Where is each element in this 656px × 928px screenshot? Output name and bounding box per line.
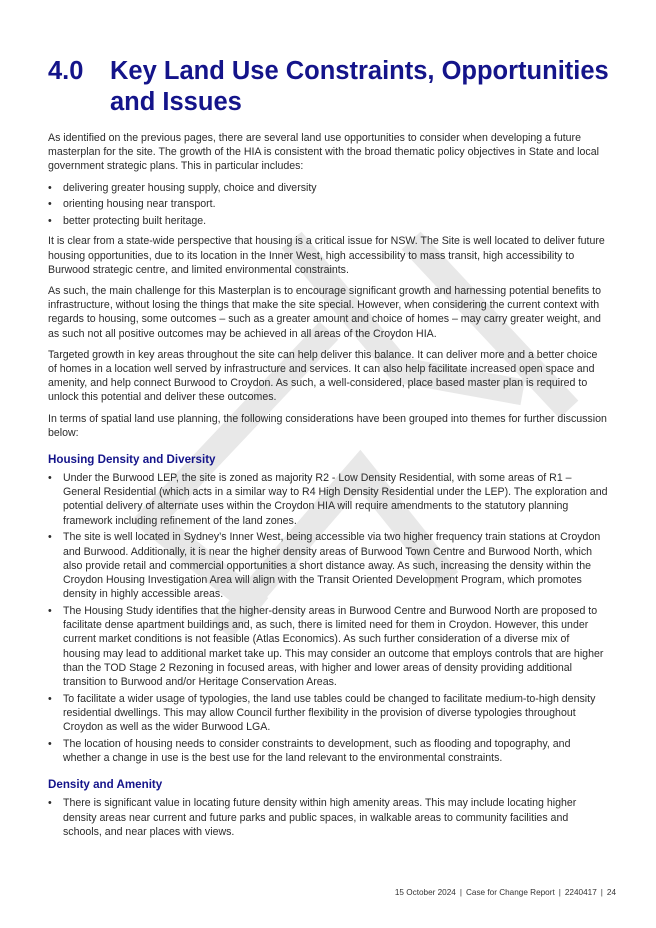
list-item: • The Housing Study identifies that the higher-density areas in Burwood Centre and Burwood North are proposed to facilitate dense apartment buildings and, as such, there is limited need for them in Croydon. However, this under current market conditions is not feasible (Atlas Economics). As such further consideration of a diverse mix of housing may lead to additional market take up. This may consider an outcome that employs controls that are higher than the TOD Stage 2 Rezoning in focused areas, with higher and lower areas of density providing additional transition to Burwood and/or Heritage Conservation Areas. bbox=[48, 605, 604, 689]
body-paragraph: Targeted growth in key areas throughout the site can help deliver this balance. It can deliver more and a better choice of homes in a location well served by infrastructure and services. It can also help facilitate increased open space and amenity, and help connect Burwood to Croydon. As such, a well-considered, place based master plan is required to unlock this potential and deliver these outcomes. bbox=[48, 348, 598, 404]
list-item: • The location of housing needs to consider constraints to development, such as flooding and topography, and whether a change in use is the best use for the land relevant to the environmental constraints. bbox=[48, 738, 571, 765]
bullet-icon: • bbox=[48, 215, 52, 228]
page-title bbox=[48, 56, 618, 118]
list-item: • To facilitate a wider usage of typologies, the land use tables could be changed to facilitate medium-to-high density residential dwellings. This may allow Council further flexibility in the provision of diverse typologies throughout Croydon as well as the wider Burwood LGA. bbox=[48, 692, 596, 734]
bullet-icon: • bbox=[48, 472, 52, 485]
page-footer bbox=[395, 888, 616, 897]
bullet-icon: • bbox=[48, 797, 52, 810]
bullet-icon: • bbox=[48, 738, 52, 751]
body-paragraph: In terms of spatial land use planning, the following considerations have been grouped into themes for further discussion below: bbox=[48, 412, 607, 439]
section-title: Key Land Use Constraints, Opportunities and Issues bbox=[110, 57, 609, 116]
footer-date: 15 October 2024 bbox=[394, 888, 456, 897]
body-paragraph: It is clear from a state-wide perspective that housing is a critical issue for NSW. The Site is well located to deliver future housing opportunities, due to its location in the Inner West, high accessibility to mass transit, high accessibility to Burwood strategic centre, and limited environmental constraints. bbox=[48, 235, 605, 276]
section-heading-housing-density: Housing Density and Diversity bbox=[48, 453, 216, 467]
intro-bullet-list bbox=[48, 181, 608, 229]
footer-page-number: 24 bbox=[606, 888, 616, 897]
list-item: • orienting housing near transport. bbox=[48, 198, 216, 211]
footer-separator: | bbox=[459, 888, 462, 897]
body-paragraph: As such, the main challenge for this Masterplan is to encourage significant growth and harnessing potential benefits to infrastructure, without losing the things that make the site special. However, when considering the current context with regards to housing, some outcomes – such as a greater amount and choice of homes – may carry greater weight, and as such not all positive outcomes may be achieved in all areas of the Croydon HIA. bbox=[48, 285, 601, 340]
footer-project-number: 2240417 bbox=[564, 888, 597, 897]
list-item: • Under the Burwood LEP, the site is zoned as majority R2 - Low Density Residential, with some areas of R1 – General Residential (which acts in a similar way to R4 High Density Residential under the LEP). The exploration and potential delivery of alternate uses within the Croydon HIA will require amendments to the statutory planning framework including refinement of the land zones. bbox=[48, 472, 608, 527]
footer-separator: | bbox=[600, 888, 603, 897]
density-amenity-bullet-list bbox=[48, 796, 608, 839]
housing-density-bullet-list bbox=[48, 471, 608, 765]
bullet-icon: • bbox=[48, 181, 52, 194]
document-body bbox=[48, 131, 608, 845]
intro-paragraph: As identified on the previous pages, there are several land use opportunities to consider when developing a future masterplan for the site. The growth of the HIA is consistent with the broad thematic policy objectives in State and local government strategic plans. This in particular includes: bbox=[48, 132, 599, 173]
list-item: • better protecting built heritage. bbox=[48, 215, 207, 228]
section-heading-density-amenity: Density and Amenity bbox=[48, 778, 163, 792]
section-number: 4.0 bbox=[48, 57, 84, 85]
list-item: • There is significant value in locating future density within high amenity areas. This may include locating higher density areas near current and future parks and public spaces, in walkable areas to community facilities and schools, and near places with views. bbox=[48, 797, 577, 838]
footer-report-name: Case for Change Report bbox=[465, 888, 555, 897]
bullet-icon: • bbox=[48, 605, 52, 618]
bullet-icon: • bbox=[48, 198, 52, 211]
bullet-icon: • bbox=[48, 531, 52, 544]
list-item: • The site is well located in Sydney’s Inner West, being accessible via two higher frequency train stations at Croydon and Burwood. Additionally, it is near the higher density areas of Burwood Town Centre and Burwood North, which also provide retail and commercial opportunities a short distance away. As such, increasing the density within the Croydon Housing Investigation Area will align with the Transit Oriented Development Program, which promotes density in highly accessible areas. bbox=[48, 531, 601, 601]
bullet-icon: • bbox=[48, 692, 52, 705]
footer-separator: | bbox=[558, 888, 561, 897]
list-item: • delivering greater housing supply, choice and diversity bbox=[48, 181, 317, 194]
